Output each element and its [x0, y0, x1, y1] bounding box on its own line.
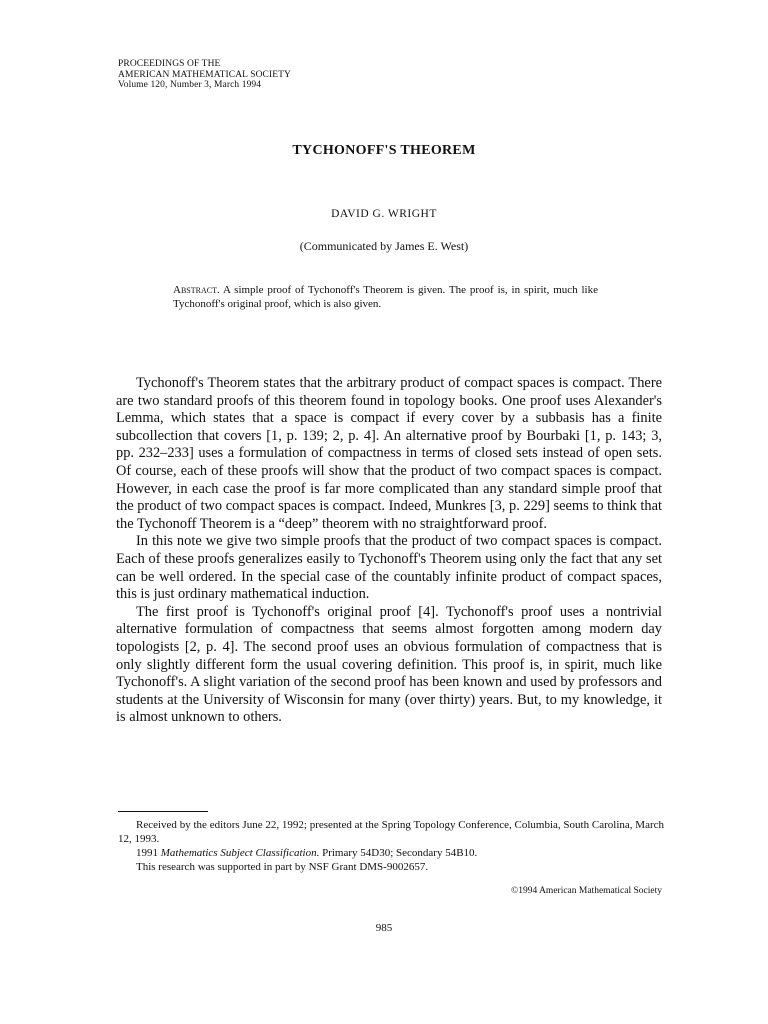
journal-header-line: AMERICAN MATHEMATICAL SOCIETY	[118, 69, 292, 80]
communicated-by: (Communicated by James E. West)	[299, 239, 469, 253]
journal-header-line: PROCEEDINGS OF THE	[118, 59, 221, 69]
abstract-text: A simple proof of Tychonoff's Theorem is given. The proof is, in spirit, much like Tychonoff's original proof, which is also given.	[173, 284, 598, 310]
msc-label: Mathematics Subject Classification.	[160, 847, 320, 859]
footnotes	[118, 818, 664, 874]
msc-codes: Primary 54D30; Secondary 54B10.	[319, 847, 478, 859]
author-name: DAVID G. WRIGHT	[331, 208, 437, 220]
abstract	[173, 283, 598, 311]
journal-header	[118, 59, 291, 91]
paper-title: TYCHONOFF'S THEOREM	[292, 143, 476, 158]
abstract-label: Abstract.	[173, 284, 220, 296]
body-paragraph: Tychonoff's Theorem states that the arbitrary product of compact spaces is compact. There are two standard proofs of this theorem found in topology books. One proof uses Alexander's Lemma, which states that a space is compact if every cover by a subbasis has a finite subcollection that covers [1, p. 139; 2, p. 4]. An alternative proof by Bourbaki [1, p. 143; 3, pp. 232–233] uses a formulation of compactness in terms of closed sets instead of open sets. Of course, each of these proofs will show that the product of two compact spaces is compact. However, in each case the proof is far more complicated than any standard simple proof that the product of two compact spaces is compact. Indeed, Munkres [3, p. 229] seems to think that the Tychonoff Theorem is a “deep” theorem with no straightforward proof.	[116, 375, 662, 532]
copyright-notice: ©1994 American Mathematical Society	[511, 886, 662, 896]
journal-volume-line: Volume 120, Number 3, March 1994	[118, 80, 262, 90]
received-note: Received by the editors June 22, 1992; presented at the Spring Topology Conference, Columbia, South Carolina, March 12, 1993.	[118, 819, 664, 845]
grant-note: This research was supported in part by NSF Grant DMS-9002657.	[136, 861, 429, 873]
body-paragraph: In this note we give two simple proofs that the product of two compact spaces is compact. Each of these proofs generalizes easily to Tychonoff's Theorem using only the fact that any set can be well ordered. In the special case of the countably infinite product of compact spaces, this is just ordinary mathematical induction.	[116, 533, 662, 603]
body-text	[116, 375, 662, 727]
body-paragraph: The first proof is Tychonoff's original proof [4]. Tychonoff's proof uses a nontrivial alternative formulation of compactness that seems almost forgotten among modern day topologists [2, p. 4]. The second proof uses an obvious formulation of compactness that is only slightly different form the usual covering definition. This proof is, in spirit, much like Tychonoff's. A slight variation of the second proof has been known and used by professors and students at the University of Wisconsin for many (over thirty) years. But, to my knowledge, it is almost unknown to others.	[116, 603, 662, 726]
footnote-rule	[118, 811, 208, 812]
msc-year: 1991	[136, 847, 161, 859]
page-number: 985	[375, 922, 393, 934]
msc-note	[118, 846, 664, 860]
